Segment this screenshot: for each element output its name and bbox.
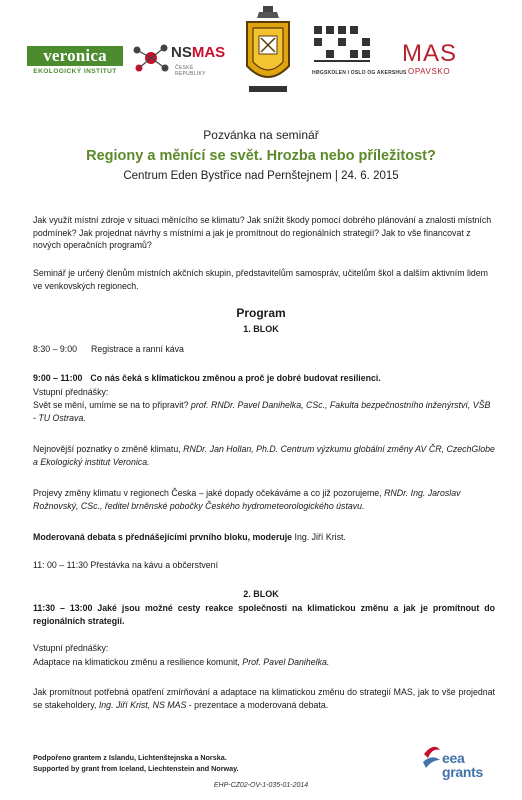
- talk3-speaker: RNDr. Ing. Jaroslav Rožnovský, CSc., ředitel brněnské pobočky Českého hydrometeorologického ústavu.: [33, 488, 461, 511]
- mas-logo-big: MAS: [402, 40, 458, 67]
- talk3-title: Projevy změny klimatu v regionech Česka – jaké dopady očekáváme a co již pozorujeme,: [33, 488, 382, 498]
- block2-time: 11:30 – 13:00: [33, 603, 93, 613]
- eea-grants-logo: [420, 734, 490, 780]
- mas-logo-sub: OPAVSKO: [408, 67, 451, 76]
- block1-time: 9:00 – 11:00: [33, 373, 83, 383]
- hioa-grid-icon: [312, 24, 376, 68]
- talk-4: [33, 656, 495, 669]
- registration-text: Registrace a ranní káva: [91, 344, 184, 354]
- debate-1: [33, 531, 495, 544]
- talk1-title: Svět se mění, umíme se na to připravit?: [33, 400, 189, 410]
- block-2-heading: 2. BLOK: [243, 589, 279, 599]
- hioa-logo-text: HØGSKOLEN I OSLO OG AKERSHUS: [312, 70, 407, 76]
- veronica-logo-sub: EKOLOGICKÝ INSTITUT: [33, 68, 117, 75]
- debate1-moderator: Ing. Jiří Krist.: [292, 532, 346, 542]
- support-en: Supported by grant from Iceland, Liechtenstein and Norway.: [33, 764, 239, 773]
- project-code: EHP-CZ02-OV-1-035-01-2014: [213, 782, 309, 789]
- partner-logos: [0, 0, 522, 100]
- support-cz: Podpořeno grantem z Islandu, Lichtenštejnska a Norska.: [33, 753, 227, 762]
- closing-speaker: Ing. Jiří Krist, NS MAS: [96, 700, 187, 710]
- intro-audience: Seminář je určený členům místních akčních skupin, představitelům samospráv, učitelům škol a dalším aktivním lidem ve venkovských regionech.: [33, 268, 489, 291]
- debate1-text: Moderovaná debata s přednášejícími prvního bloku, moderuje: [33, 532, 293, 542]
- talk2-speaker: RNDr. Jan Hollan, Ph.D. Centrum výzkumu globální změny AV ČR, CzechGlobe a Ekologický institut Veronica.: [33, 444, 495, 467]
- block-1-heading: 1. BLOK: [243, 324, 279, 334]
- hioa-logo: [312, 24, 407, 84]
- veronica-logo: [27, 46, 123, 75]
- talk4-speaker: Prof. Pavel Danihelka.: [239, 657, 330, 667]
- closing-tail: - prezentace a moderovaná debata.: [186, 700, 329, 710]
- talk1-speaker: prof. RNDr. Pavel Danihelka, CSc., Fakulta bezpečnostního inženýrství, VŠB - TU Ostrava.: [33, 400, 491, 423]
- speakers-label-1: Vstupní přednášky:: [33, 387, 109, 397]
- venue-date: Centrum Eden Bystřice nad Pernštejnem | 24. 6. 2015: [123, 170, 399, 182]
- nsmas-logo-accent: MAS: [191, 44, 226, 61]
- talk-3: [33, 487, 495, 513]
- talk2-title: Nejnovější poznatky o změně klimatu,: [33, 444, 181, 454]
- talk-1: [33, 399, 495, 425]
- nsmas-logo-sub: ČESKÉ REPUBLIKY: [175, 65, 206, 77]
- block1-session-line: [33, 372, 495, 385]
- talk4-title: Adaptace na klimatickou změnu a resilience komunit,: [33, 657, 240, 667]
- mas-opavsko-logo: [386, 40, 470, 80]
- eea-swoosh-icon: [420, 736, 442, 780]
- nsmas-logo-main: NS: [171, 44, 192, 61]
- registration-time: 8:30 – 9:00: [33, 344, 78, 354]
- intro-questions: Jak využít místní zdroje v situaci měnícího se klimatu? Jak snížit škody pomocí dobrého plánování a znalosti místních podmínek? Jak projednat návrhy s místními a jak je promítnout do regionálních strategií? Jak to vše financovat z nových operačních programů?: [33, 215, 492, 250]
- support-statement: [33, 752, 239, 774]
- speakers-label-2: Vstupní přednášky:: [33, 643, 109, 653]
- block2-title: Jaké jsou možné cesty reakce společnosti na klimatickou změnu a jak je promítnout do regionálních strategií.: [33, 603, 495, 626]
- program-heading: Program: [236, 306, 286, 320]
- eea-line2: grants: [442, 764, 483, 780]
- block2-session-line: [33, 602, 495, 628]
- eea-line1: eea: [442, 750, 465, 766]
- registration-line: [33, 343, 495, 356]
- invite-heading: Pozvánka na seminář: [203, 128, 319, 142]
- break-line: 11: 00 – 11:30 Přestávka na kávu a občerstvení: [33, 560, 219, 570]
- nsmas-network-icon: [131, 42, 171, 74]
- block1-title: Co nás čeká s klimatickou změnou a proč je dobré budovat resilienci.: [90, 373, 381, 383]
- seminar-title: Regiony a měnící se svět. Hrozba nebo příležitost?: [86, 148, 436, 164]
- town-crest-icon: [241, 4, 295, 100]
- talk-2: [33, 443, 495, 469]
- closing-text: Jak promítnout potřebná opatření zmírňování a adaptace na klimatickou změnu do strategií MAS, jak to vše projednat se stakeholdery,: [33, 687, 495, 710]
- nsmas-logo: [131, 42, 226, 77]
- veronica-logo-name: veronica: [27, 46, 123, 66]
- closing-session: [33, 686, 495, 712]
